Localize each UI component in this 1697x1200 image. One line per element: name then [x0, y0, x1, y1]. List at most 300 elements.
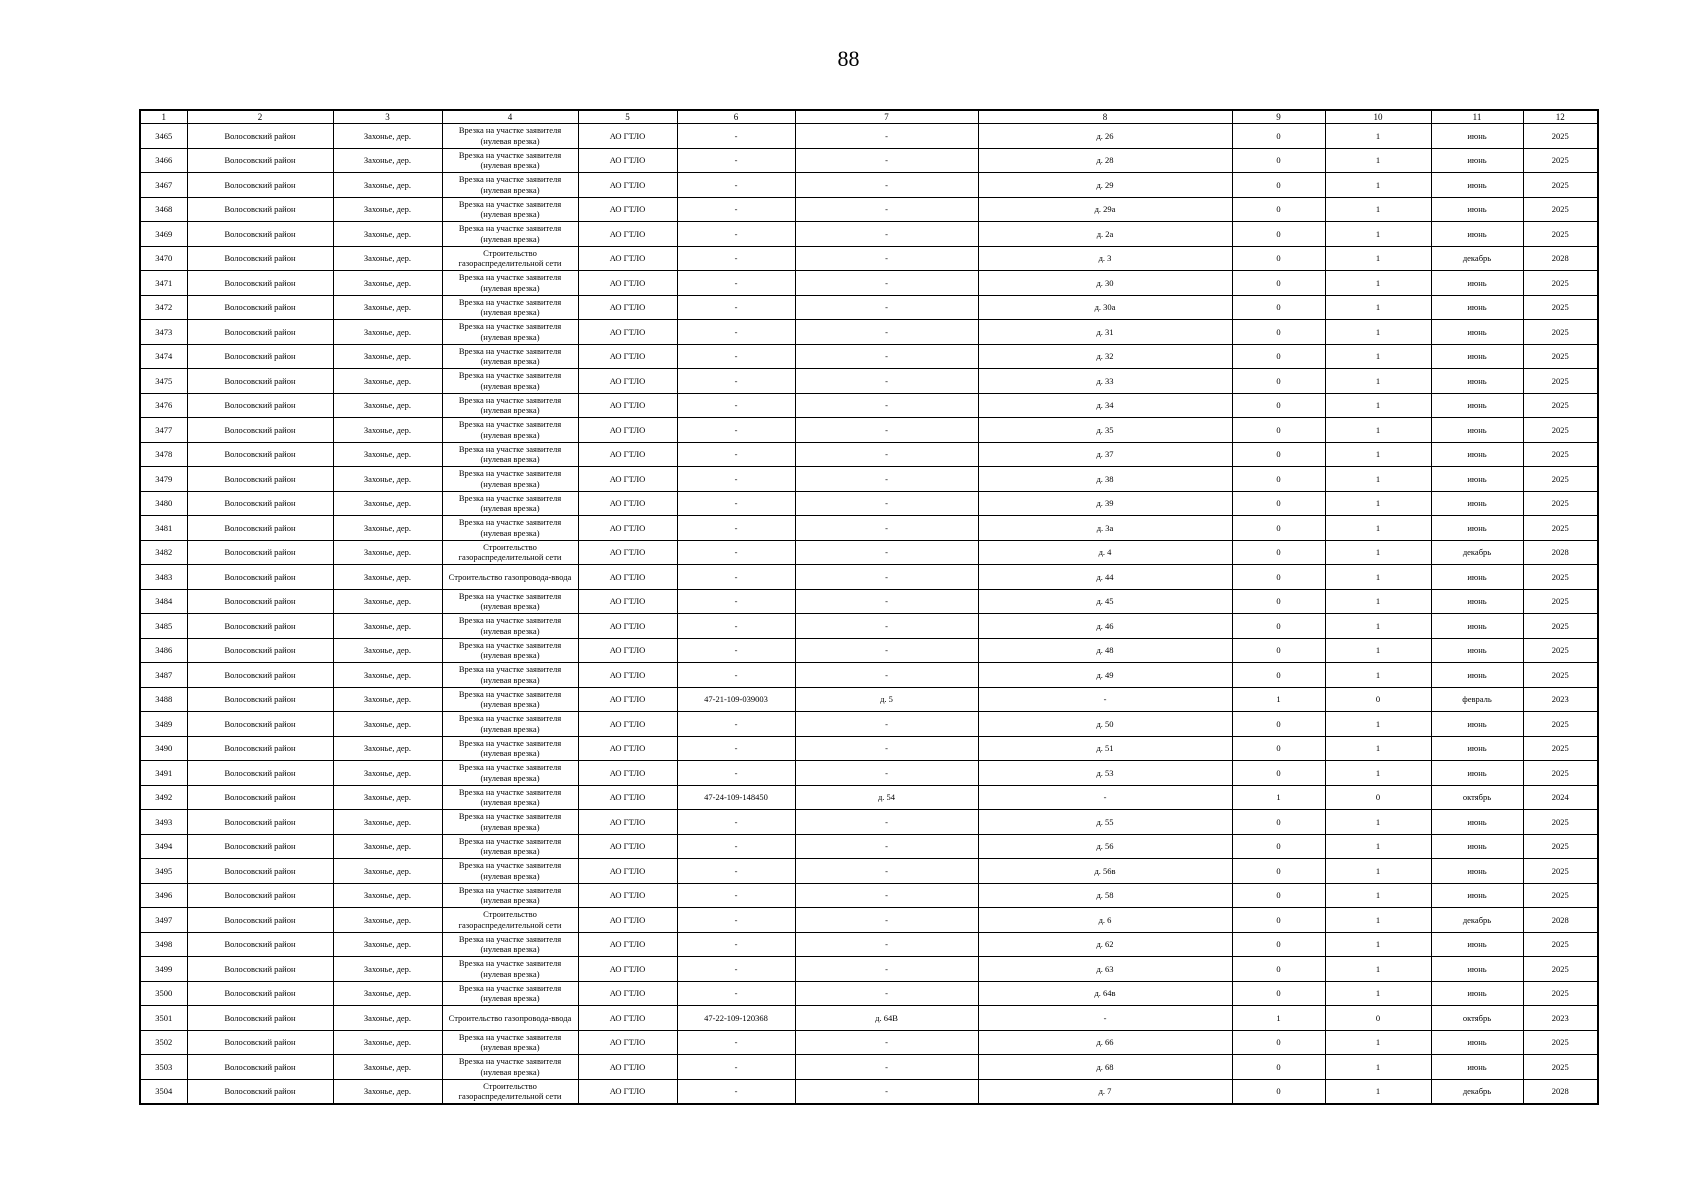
cell-row-number: 3495 [140, 859, 187, 884]
cell-year: 2025 [1523, 344, 1598, 369]
cell-cadastral-number: - [677, 540, 795, 565]
cell-year: 2025 [1523, 761, 1598, 786]
cell-row-number: 3472 [140, 295, 187, 320]
cell-row-number: 3478 [140, 442, 187, 467]
column-header-4: 4 [442, 110, 578, 124]
cell-cadastral-number: - [677, 663, 795, 688]
cell-house-number: д. 31 [978, 320, 1232, 345]
cell-house-number: д. 56в [978, 859, 1232, 884]
cell-work-type: Врезка на участке заявителя (нулевая врезка) [442, 614, 578, 639]
cell-object-address: - [795, 393, 978, 418]
table-row [140, 320, 1598, 345]
cell-work-type: Врезка на участке заявителя (нулевая врезка) [442, 785, 578, 810]
cell-object-address: - [795, 173, 978, 198]
cell-settlement: Захонье, дер. [333, 148, 442, 173]
cell-district: Волосовский район [187, 516, 333, 541]
cell-col-10-value: 1 [1325, 761, 1431, 786]
cell-house-number: д. 30а [978, 295, 1232, 320]
cell-district: Волосовский район [187, 124, 333, 149]
cell-col-10-value: 1 [1325, 148, 1431, 173]
table-row [140, 908, 1598, 933]
cell-row-number: 3476 [140, 393, 187, 418]
table-row [140, 1030, 1598, 1055]
table-row [140, 1079, 1598, 1104]
cell-year: 2028 [1523, 540, 1598, 565]
cell-cadastral-number: - [677, 295, 795, 320]
cell-row-number: 3497 [140, 908, 187, 933]
cell-year: 2025 [1523, 516, 1598, 541]
cell-object-address: - [795, 565, 978, 590]
cell-year: 2028 [1523, 1079, 1598, 1104]
cell-house-number: д. 34 [978, 393, 1232, 418]
cell-col-10-value: 1 [1325, 540, 1431, 565]
cell-year: 2024 [1523, 785, 1598, 810]
cell-row-number: 3483 [140, 565, 187, 590]
cell-organization: АО ГТЛО [578, 981, 677, 1006]
cell-month: июнь [1431, 712, 1523, 737]
cell-month: декабрь [1431, 246, 1523, 271]
cell-col-10-value: 1 [1325, 369, 1431, 394]
cell-settlement: Захонье, дер. [333, 197, 442, 222]
cell-district: Волосовский район [187, 418, 333, 443]
cell-house-number: д. 6 [978, 908, 1232, 933]
cell-object-address: - [795, 491, 978, 516]
cell-month: октябрь [1431, 1006, 1523, 1031]
cell-organization: АО ГТЛО [578, 393, 677, 418]
cell-district: Волосовский район [187, 295, 333, 320]
cell-organization: АО ГТЛО [578, 712, 677, 737]
cell-organization: АО ГТЛО [578, 736, 677, 761]
cell-col-9-value: 0 [1232, 932, 1325, 957]
cell-settlement: Захонье, дер. [333, 246, 442, 271]
cell-col-10-value: 1 [1325, 932, 1431, 957]
cell-cadastral-number: - [677, 981, 795, 1006]
cell-col-9-value: 0 [1232, 1079, 1325, 1104]
cell-cadastral-number: - [677, 859, 795, 884]
cell-work-type: Врезка на участке заявителя (нулевая врезка) [442, 810, 578, 835]
cell-settlement: Захонье, дер. [333, 589, 442, 614]
cell-month: июнь [1431, 491, 1523, 516]
cell-year: 2025 [1523, 148, 1598, 173]
cell-district: Волосовский район [187, 197, 333, 222]
cell-cadastral-number: - [677, 736, 795, 761]
cell-row-number: 3485 [140, 614, 187, 639]
cell-year: 2025 [1523, 418, 1598, 443]
cell-object-address: - [795, 614, 978, 639]
cell-organization: АО ГТЛО [578, 883, 677, 908]
cell-col-10-value: 1 [1325, 295, 1431, 320]
cell-settlement: Захонье, дер. [333, 712, 442, 737]
cell-col-9-value: 0 [1232, 516, 1325, 541]
cell-month: декабрь [1431, 1079, 1523, 1104]
cell-row-number: 3482 [140, 540, 187, 565]
cell-col-10-value: 1 [1325, 1055, 1431, 1080]
cell-district: Волосовский район [187, 467, 333, 492]
cell-work-type: Врезка на участке заявителя (нулевая врезка) [442, 736, 578, 761]
cell-col-9-value: 1 [1232, 687, 1325, 712]
cell-district: Волосовский район [187, 810, 333, 835]
cell-district: Волосовский район [187, 957, 333, 982]
cell-col-9-value: 0 [1232, 565, 1325, 590]
cell-month: июнь [1431, 271, 1523, 296]
cell-district: Волосовский район [187, 1055, 333, 1080]
cell-col-10-value: 1 [1325, 736, 1431, 761]
table-row [140, 271, 1598, 296]
cell-work-type: Врезка на участке заявителя (нулевая врезка) [442, 320, 578, 345]
cell-year: 2025 [1523, 491, 1598, 516]
cell-work-type: Врезка на участке заявителя (нулевая врезка) [442, 761, 578, 786]
cell-month: июнь [1431, 124, 1523, 149]
cell-settlement: Захонье, дер. [333, 614, 442, 639]
cell-settlement: Захонье, дер. [333, 491, 442, 516]
cell-col-10-value: 1 [1325, 1030, 1431, 1055]
cell-settlement: Захонье, дер. [333, 369, 442, 394]
cell-object-address: - [795, 320, 978, 345]
cell-col-9-value: 0 [1232, 467, 1325, 492]
cell-settlement: Захонье, дер. [333, 663, 442, 688]
cell-work-type: Врезка на участке заявителя (нулевая врезка) [442, 834, 578, 859]
cell-year: 2025 [1523, 589, 1598, 614]
cell-work-type: Врезка на участке заявителя (нулевая врезка) [442, 1030, 578, 1055]
cell-month: июнь [1431, 1055, 1523, 1080]
cell-col-10-value: 1 [1325, 418, 1431, 443]
cell-month: июнь [1431, 516, 1523, 541]
cell-settlement: Захонье, дер. [333, 540, 442, 565]
cell-col-9-value: 0 [1232, 344, 1325, 369]
cell-year: 2025 [1523, 1055, 1598, 1080]
cell-district: Волосовский район [187, 173, 333, 198]
cell-settlement: Захонье, дер. [333, 344, 442, 369]
cell-object-address: - [795, 859, 978, 884]
cell-month: июнь [1431, 173, 1523, 198]
cell-house-number: - [978, 687, 1232, 712]
cell-col-9-value: 0 [1232, 614, 1325, 639]
cell-house-number: д. 29а [978, 197, 1232, 222]
cell-year: 2025 [1523, 369, 1598, 394]
column-header-12: 12 [1523, 110, 1598, 124]
cell-work-type: Врезка на участке заявителя (нулевая врезка) [442, 173, 578, 198]
cell-work-type: Строительство газораспределительной сети [442, 246, 578, 271]
cell-row-number: 3475 [140, 369, 187, 394]
cell-col-10-value: 1 [1325, 222, 1431, 247]
cell-work-type: Врезка на участке заявителя (нулевая врезка) [442, 222, 578, 247]
cell-work-type: Врезка на участке заявителя (нулевая врезка) [442, 197, 578, 222]
cell-district: Волосовский район [187, 761, 333, 786]
cell-row-number: 3502 [140, 1030, 187, 1055]
cell-settlement: Захонье, дер. [333, 1006, 442, 1031]
cell-month: июнь [1431, 810, 1523, 835]
cell-year: 2025 [1523, 810, 1598, 835]
cell-work-type: Врезка на участке заявителя (нулевая врезка) [442, 712, 578, 737]
cell-cadastral-number: 47-22-109-120368 [677, 1006, 795, 1031]
cell-object-address: д. 54 [795, 785, 978, 810]
cell-col-9-value: 0 [1232, 663, 1325, 688]
cell-district: Волосовский район [187, 491, 333, 516]
cell-settlement: Захонье, дер. [333, 908, 442, 933]
cell-col-9-value: 0 [1232, 1055, 1325, 1080]
cell-row-number: 3466 [140, 148, 187, 173]
cell-year: 2028 [1523, 908, 1598, 933]
table-row [140, 565, 1598, 590]
cell-house-number: д. 53 [978, 761, 1232, 786]
gasification-table [139, 109, 1599, 1105]
cell-col-9-value: 0 [1232, 810, 1325, 835]
cell-col-10-value: 1 [1325, 908, 1431, 933]
table-row [140, 859, 1598, 884]
cell-col-9-value: 0 [1232, 246, 1325, 271]
cell-settlement: Захонье, дер. [333, 467, 442, 492]
cell-work-type: Врезка на участке заявителя (нулевая врезка) [442, 638, 578, 663]
cell-district: Волосовский район [187, 1030, 333, 1055]
cell-month: июнь [1431, 638, 1523, 663]
cell-col-9-value: 1 [1232, 785, 1325, 810]
cell-settlement: Захонье, дер. [333, 932, 442, 957]
column-header-6: 6 [677, 110, 795, 124]
cell-col-9-value: 0 [1232, 908, 1325, 933]
cell-settlement: Захонье, дер. [333, 1030, 442, 1055]
cell-year: 2025 [1523, 124, 1598, 149]
cell-year: 2023 [1523, 1006, 1598, 1031]
cell-settlement: Захонье, дер. [333, 173, 442, 198]
column-header-10: 10 [1325, 110, 1431, 124]
cell-year: 2025 [1523, 222, 1598, 247]
cell-object-address: - [795, 246, 978, 271]
cell-settlement: Захонье, дер. [333, 687, 442, 712]
cell-settlement: Захонье, дер. [333, 736, 442, 761]
cell-house-number: д. 58 [978, 883, 1232, 908]
table-row [140, 614, 1598, 639]
cell-col-10-value: 1 [1325, 883, 1431, 908]
cell-row-number: 3491 [140, 761, 187, 786]
cell-organization: АО ГТЛО [578, 957, 677, 982]
cell-year: 2025 [1523, 320, 1598, 345]
cell-col-10-value: 0 [1325, 1006, 1431, 1031]
cell-col-10-value: 1 [1325, 638, 1431, 663]
cell-object-address: - [795, 124, 978, 149]
cell-cadastral-number: - [677, 418, 795, 443]
cell-work-type: Врезка на участке заявителя (нулевая врезка) [442, 442, 578, 467]
cell-object-address: - [795, 516, 978, 541]
cell-work-type: Врезка на участке заявителя (нулевая врезка) [442, 467, 578, 492]
cell-work-type: Врезка на участке заявителя (нулевая врезка) [442, 295, 578, 320]
cell-organization: АО ГТЛО [578, 344, 677, 369]
cell-district: Волосовский район [187, 222, 333, 247]
table-row [140, 344, 1598, 369]
cell-row-number: 3494 [140, 834, 187, 859]
table-row [140, 222, 1598, 247]
cell-col-9-value: 0 [1232, 369, 1325, 394]
cell-year: 2028 [1523, 246, 1598, 271]
cell-col-10-value: 1 [1325, 589, 1431, 614]
column-header-9: 9 [1232, 110, 1325, 124]
cell-year: 2025 [1523, 638, 1598, 663]
cell-cadastral-number: - [677, 1030, 795, 1055]
cell-col-10-value: 1 [1325, 246, 1431, 271]
table-row [140, 687, 1598, 712]
cell-house-number: д. 26 [978, 124, 1232, 149]
cell-col-9-value: 0 [1232, 638, 1325, 663]
cell-organization: АО ГТЛО [578, 246, 677, 271]
cell-col-9-value: 0 [1232, 124, 1325, 149]
cell-house-number: д. 35 [978, 418, 1232, 443]
cell-col-9-value: 0 [1232, 957, 1325, 982]
cell-object-address: - [795, 148, 978, 173]
cell-year: 2025 [1523, 173, 1598, 198]
cell-row-number: 3484 [140, 589, 187, 614]
cell-row-number: 3500 [140, 981, 187, 1006]
cell-organization: АО ГТЛО [578, 859, 677, 884]
cell-house-number: - [978, 1006, 1232, 1031]
cell-work-type: Врезка на участке заявителя (нулевая врезка) [442, 883, 578, 908]
table-row [140, 589, 1598, 614]
cell-house-number: д. 29 [978, 173, 1232, 198]
cell-settlement: Захонье, дер. [333, 1079, 442, 1104]
cell-object-address: - [795, 418, 978, 443]
cell-settlement: Захонье, дер. [333, 222, 442, 247]
cell-year: 2025 [1523, 712, 1598, 737]
cell-month: июнь [1431, 981, 1523, 1006]
cell-organization: АО ГТЛО [578, 908, 677, 933]
cell-month: октябрь [1431, 785, 1523, 810]
cell-house-number: д. 48 [978, 638, 1232, 663]
cell-col-9-value: 0 [1232, 442, 1325, 467]
cell-house-number: д. 2а [978, 222, 1232, 247]
cell-col-10-value: 1 [1325, 834, 1431, 859]
cell-col-10-value: 1 [1325, 1079, 1431, 1104]
cell-district: Волосовский район [187, 148, 333, 173]
cell-cadastral-number: - [677, 197, 795, 222]
cell-col-9-value: 0 [1232, 589, 1325, 614]
cell-col-9-value: 0 [1232, 295, 1325, 320]
cell-month: июнь [1431, 344, 1523, 369]
cell-col-10-value: 1 [1325, 271, 1431, 296]
cell-organization: АО ГТЛО [578, 516, 677, 541]
cell-house-number: д. 38 [978, 467, 1232, 492]
cell-row-number: 3490 [140, 736, 187, 761]
cell-month: июнь [1431, 663, 1523, 688]
table-row [140, 369, 1598, 394]
cell-work-type: Врезка на участке заявителя (нулевая врезка) [442, 589, 578, 614]
table-header [140, 110, 1598, 124]
cell-month: июнь [1431, 736, 1523, 761]
cell-col-10-value: 1 [1325, 614, 1431, 639]
column-header-3: 3 [333, 110, 442, 124]
cell-object-address: - [795, 932, 978, 957]
cell-organization: АО ГТЛО [578, 369, 677, 394]
cell-cadastral-number: - [677, 320, 795, 345]
cell-col-9-value: 0 [1232, 320, 1325, 345]
cell-object-address: - [795, 222, 978, 247]
cell-object-address: - [795, 638, 978, 663]
cell-organization: АО ГТЛО [578, 148, 677, 173]
cell-month: июнь [1431, 932, 1523, 957]
cell-house-number: - [978, 785, 1232, 810]
cell-district: Волосовский район [187, 614, 333, 639]
cell-col-9-value: 0 [1232, 197, 1325, 222]
cell-settlement: Захонье, дер. [333, 834, 442, 859]
cell-house-number: д. 51 [978, 736, 1232, 761]
cell-organization: АО ГТЛО [578, 687, 677, 712]
cell-month: июнь [1431, 418, 1523, 443]
cell-settlement: Захонье, дер. [333, 393, 442, 418]
cell-col-10-value: 0 [1325, 785, 1431, 810]
cell-cadastral-number: - [677, 1055, 795, 1080]
cell-house-number: д. 30 [978, 271, 1232, 296]
table-row [140, 442, 1598, 467]
cell-work-type: Строительство газопровода-ввода [442, 1006, 578, 1031]
cell-row-number: 3481 [140, 516, 187, 541]
cell-house-number: д. 44 [978, 565, 1232, 590]
page-number: 88 [837, 46, 860, 71]
cell-object-address: - [795, 442, 978, 467]
cell-col-10-value: 1 [1325, 124, 1431, 149]
cell-house-number: д. 56 [978, 834, 1232, 859]
cell-object-address: - [795, 957, 978, 982]
cell-col-9-value: 0 [1232, 393, 1325, 418]
column-header-7: 7 [795, 110, 978, 124]
cell-row-number: 3496 [140, 883, 187, 908]
cell-row-number: 3492 [140, 785, 187, 810]
cell-month: июнь [1431, 148, 1523, 173]
cell-year: 2025 [1523, 859, 1598, 884]
table-row [140, 516, 1598, 541]
cell-month: июнь [1431, 957, 1523, 982]
cell-district: Волосовский район [187, 442, 333, 467]
cell-col-10-value: 1 [1325, 957, 1431, 982]
cell-object-address: - [795, 834, 978, 859]
cell-col-10-value: 1 [1325, 344, 1431, 369]
cell-row-number: 3480 [140, 491, 187, 516]
cell-object-address: - [795, 810, 978, 835]
cell-cadastral-number: - [677, 442, 795, 467]
cell-col-10-value: 1 [1325, 810, 1431, 835]
cell-organization: АО ГТЛО [578, 1030, 677, 1055]
cell-row-number: 3489 [140, 712, 187, 737]
cell-year: 2025 [1523, 271, 1598, 296]
cell-organization: АО ГТЛО [578, 418, 677, 443]
cell-col-9-value: 0 [1232, 883, 1325, 908]
cell-object-address: - [795, 1030, 978, 1055]
cell-row-number: 3504 [140, 1079, 187, 1104]
cell-house-number: д. 7 [978, 1079, 1232, 1104]
cell-cadastral-number: - [677, 148, 795, 173]
cell-house-number: д. 49 [978, 663, 1232, 688]
cell-organization: АО ГТЛО [578, 638, 677, 663]
cell-object-address: - [795, 1055, 978, 1080]
table-body [140, 124, 1598, 1105]
cell-organization: АО ГТЛО [578, 540, 677, 565]
cell-cadastral-number: - [677, 222, 795, 247]
table-row [140, 173, 1598, 198]
cell-col-9-value: 0 [1232, 222, 1325, 247]
table-row [140, 785, 1598, 810]
cell-settlement: Захонье, дер. [333, 883, 442, 908]
cell-col-9-value: 0 [1232, 981, 1325, 1006]
cell-district: Волосовский район [187, 344, 333, 369]
cell-col-10-value: 1 [1325, 173, 1431, 198]
cell-col-10-value: 1 [1325, 442, 1431, 467]
cell-work-type: Врезка на участке заявителя (нулевая врезка) [442, 418, 578, 443]
cell-cadastral-number: - [677, 246, 795, 271]
cell-col-10-value: 1 [1325, 859, 1431, 884]
cell-settlement: Захонье, дер. [333, 957, 442, 982]
cell-organization: АО ГТЛО [578, 320, 677, 345]
cell-work-type: Врезка на участке заявителя (нулевая врезка) [442, 663, 578, 688]
cell-settlement: Захонье, дер. [333, 295, 442, 320]
table-row [140, 246, 1598, 271]
table-row [140, 418, 1598, 443]
cell-house-number: д. 3а [978, 516, 1232, 541]
